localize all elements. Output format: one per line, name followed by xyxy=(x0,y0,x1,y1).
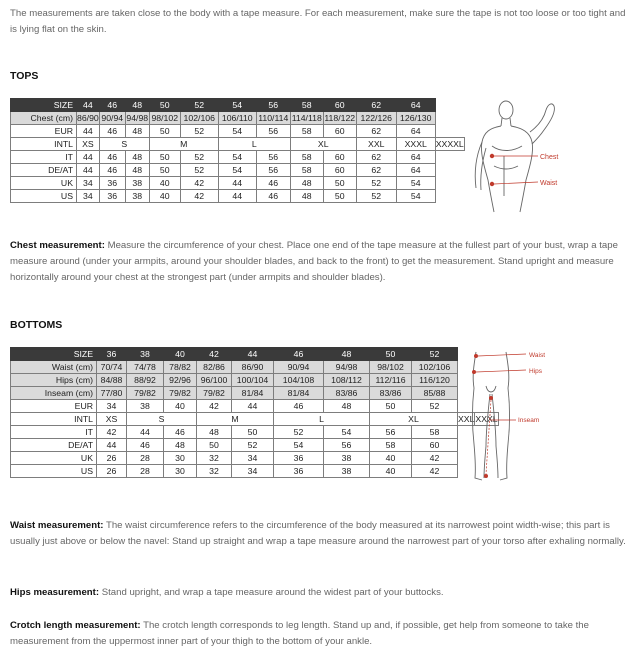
table-cell: 64 xyxy=(396,125,435,138)
table-cell: 42 xyxy=(97,426,127,439)
table-cell: 52 xyxy=(412,348,458,361)
table-cell: 48 xyxy=(125,99,149,112)
table-cell: M xyxy=(149,138,218,151)
table-cell: 50 xyxy=(149,151,180,164)
table-cell: 48 xyxy=(164,439,197,452)
row-label: Hips (cm) xyxy=(11,374,97,387)
table-cell: 52 xyxy=(356,190,396,203)
table-cell: 36 xyxy=(99,190,125,203)
table-cell: 52 xyxy=(274,426,324,439)
table-cell: 44 xyxy=(77,125,100,138)
table-cell: 46 xyxy=(256,190,290,203)
crotch-measurement-text xyxy=(10,618,626,650)
table-cell: 54 xyxy=(218,99,256,112)
table-cell: 38 xyxy=(324,465,370,478)
table-cell: 30 xyxy=(164,465,197,478)
table-cell: 42 xyxy=(180,177,218,190)
table-cell: 90/94 xyxy=(274,361,324,374)
table-cell: 48 xyxy=(290,190,323,203)
table-row xyxy=(11,190,465,203)
table-cell: 46 xyxy=(99,164,125,177)
chest-label: Chest xyxy=(540,154,559,161)
table-row xyxy=(11,125,465,138)
table-cell: M xyxy=(197,413,274,426)
table-cell: 108/112 xyxy=(324,374,370,387)
row-label: US xyxy=(11,190,77,203)
table-row xyxy=(11,400,499,413)
table-cell: 52 xyxy=(180,99,218,112)
tops-body-figure xyxy=(464,96,632,214)
chest-measurement-text xyxy=(10,238,626,286)
table-cell: 36 xyxy=(274,465,324,478)
table-cell: 96/100 xyxy=(197,374,232,387)
bottoms-waist-label: Waist xyxy=(529,352,546,359)
table-cell: 38 xyxy=(127,348,164,361)
table-cell: 64 xyxy=(396,151,435,164)
table-cell: 85/88 xyxy=(412,387,458,400)
table-cell: 70/74 xyxy=(97,361,127,374)
table-cell: 44 xyxy=(97,439,127,452)
table-cell: 94/98 xyxy=(126,113,149,123)
table-cell: 60 xyxy=(323,99,356,112)
table-cell: 52 xyxy=(356,177,396,190)
row-label: UK xyxy=(11,452,97,465)
hips-label: Hips xyxy=(529,368,543,375)
hips-measurement-body: Stand upright, and wrap a tape measure around the widest part of your buttocks. xyxy=(101,587,444,598)
chest-measurement-body: Measure the circumference of your chest. Place one end of the tape measure at the fullest part of your bust, wrap a tape measure around (under your armpits, around your shoulder blades, and back to the front) to get the measurement. Stand upright and measure horizontally around your chest at the strongest part (under armpits and shoulder blades). xyxy=(10,240,618,283)
row-label: INTL xyxy=(11,138,77,151)
table-cell: 44 xyxy=(77,151,100,164)
table-row xyxy=(11,164,465,177)
table-cell: 62 xyxy=(356,99,396,112)
table-cell: 83/86 xyxy=(324,387,370,400)
table-cell: 112/116 xyxy=(370,374,412,387)
table-cell: 50 xyxy=(370,400,412,413)
tops-heading: TOPS xyxy=(10,70,39,82)
table-cell: 52 xyxy=(180,125,218,138)
row-label: DE/AT xyxy=(11,439,97,452)
table-cell: 114/118 xyxy=(291,113,322,123)
table-cell: XXXL xyxy=(475,414,498,424)
table-cell: 34 xyxy=(232,465,274,478)
table-row xyxy=(11,439,499,452)
row-label: SIZE xyxy=(11,348,97,361)
table-cell: 102/106 xyxy=(180,112,218,125)
table-cell: 46 xyxy=(99,99,125,112)
table-cell: 86/90 xyxy=(77,113,99,123)
table-cell: 58 xyxy=(412,426,458,439)
table-cell: 52 xyxy=(232,439,274,452)
bottoms-size-table xyxy=(10,347,499,478)
table-cell: 54 xyxy=(396,177,435,190)
table-cell: 42 xyxy=(197,348,232,361)
table-cell: 50 xyxy=(149,164,180,177)
table-cell: 56 xyxy=(256,99,290,112)
table-cell: 60 xyxy=(323,164,356,177)
table-cell: 78/82 xyxy=(164,361,197,374)
table-cell: 81/84 xyxy=(232,387,274,400)
table-cell: 46 xyxy=(99,151,125,164)
table-row xyxy=(11,99,465,112)
table-cell: XL xyxy=(290,138,356,151)
table-cell: 34 xyxy=(232,452,274,465)
table-cell: 28 xyxy=(127,465,164,478)
table-cell: 44 xyxy=(77,99,100,112)
table-cell: 106/110 xyxy=(218,112,256,125)
table-cell: XXL xyxy=(458,414,475,424)
table-cell: 98/102 xyxy=(149,112,180,125)
table-cell: 58 xyxy=(370,439,412,452)
table-cell: XXXXL xyxy=(435,139,464,149)
table-cell: 62 xyxy=(356,125,396,138)
table-cell: 54 xyxy=(218,125,256,138)
table-cell: 90/94 xyxy=(99,112,125,125)
table-cell: 62 xyxy=(356,164,396,177)
table-cell: XS xyxy=(97,413,127,426)
table-cell: 48 xyxy=(125,164,149,177)
table-cell: 46 xyxy=(274,348,324,361)
table-row xyxy=(11,465,499,478)
table-cell: 82/86 xyxy=(197,361,232,374)
table-cell: 50 xyxy=(323,177,356,190)
table-cell: 79/82 xyxy=(127,387,164,400)
table-cell: 92/96 xyxy=(164,374,197,387)
intro-text: The measurements are taken close to the body with a tape measure. For each measurement, make sure the tape is not too loose or too tight and is lying flat on the skin. xyxy=(10,8,626,35)
table-cell: 102/106 xyxy=(412,361,458,374)
table-row xyxy=(11,452,499,465)
table-cell: 38 xyxy=(127,400,164,413)
table-cell: 44 xyxy=(127,426,164,439)
table-cell: 58 xyxy=(290,99,323,112)
table-cell: 34 xyxy=(97,400,127,413)
table-cell: 50 xyxy=(323,190,356,203)
table-cell: 64 xyxy=(396,164,435,177)
table-cell: 48 xyxy=(290,177,323,190)
table-cell: 38 xyxy=(125,177,149,190)
table-cell: 46 xyxy=(127,439,164,452)
table-cell: 48 xyxy=(197,426,232,439)
table-cell: 54 xyxy=(274,439,324,452)
table-cell: 48 xyxy=(324,400,370,413)
table-cell: 30 xyxy=(164,452,197,465)
table-row xyxy=(11,138,465,151)
table-cell: 110/114 xyxy=(258,113,289,123)
table-cell: 26 xyxy=(97,465,127,478)
hips-measurement-title: Hips measurement: xyxy=(10,587,100,598)
row-label: SIZE xyxy=(11,99,77,112)
table-cell: 56 xyxy=(370,426,412,439)
table-cell: 100/104 xyxy=(232,374,274,387)
table-cell: 44 xyxy=(218,190,256,203)
row-label: IT xyxy=(11,426,97,439)
table-cell: 50 xyxy=(149,125,180,138)
table-cell: 50 xyxy=(149,99,180,112)
table-cell: 32 xyxy=(197,452,232,465)
table-cell: 79/82 xyxy=(197,387,232,400)
table-cell: 46 xyxy=(164,426,197,439)
table-cell: 44 xyxy=(232,348,274,361)
table-cell: 60 xyxy=(412,439,458,452)
table-cell: 79/82 xyxy=(164,387,197,400)
row-label: UK xyxy=(11,177,77,190)
table-cell: 81/84 xyxy=(274,387,324,400)
table-cell: 38 xyxy=(324,452,370,465)
table-row xyxy=(11,374,499,387)
table-cell: 46 xyxy=(99,125,125,138)
table-cell: 54 xyxy=(396,190,435,203)
table-cell: 44 xyxy=(218,177,256,190)
table-cell: 50 xyxy=(197,439,232,452)
table-cell: 84/88 xyxy=(97,374,127,387)
table-cell: 58 xyxy=(290,164,323,177)
table-cell: 64 xyxy=(396,99,435,112)
table-cell: 42 xyxy=(412,465,458,478)
table-row xyxy=(11,426,499,439)
table-cell: 60 xyxy=(323,125,356,138)
table-cell: 36 xyxy=(97,348,127,361)
row-label: Chest (cm) xyxy=(11,112,77,125)
waist-measurement-title: Waist measurement: xyxy=(10,520,104,531)
table-cell: 50 xyxy=(370,348,412,361)
row-label: EUR xyxy=(11,125,77,138)
table-cell: 62 xyxy=(356,151,396,164)
table-cell: 88/92 xyxy=(127,374,164,387)
table-cell: 42 xyxy=(180,190,218,203)
table-cell: 44 xyxy=(77,164,100,177)
table-cell: 74/78 xyxy=(127,361,164,374)
table-cell: 86/90 xyxy=(232,361,274,374)
table-cell: 28 xyxy=(127,452,164,465)
row-label: DE/AT xyxy=(11,164,77,177)
table-cell: 52 xyxy=(180,164,218,177)
table-cell: 40 xyxy=(164,400,197,413)
table-cell: XS xyxy=(77,138,100,151)
table-cell: 116/120 xyxy=(412,374,458,387)
table-cell: 52 xyxy=(180,151,218,164)
table-cell: 126/130 xyxy=(396,112,435,125)
table-cell: 83/86 xyxy=(370,387,412,400)
table-cell: 104/108 xyxy=(274,374,324,387)
table-cell: 54 xyxy=(324,426,370,439)
row-label: EUR xyxy=(11,400,97,413)
table-cell: 42 xyxy=(197,400,232,413)
waist-label: Waist xyxy=(540,180,558,187)
row-label: Waist (cm) xyxy=(11,361,97,374)
waist-measurement-body: The waist circumference refers to the circumference of the body measured at its narrowest point width-wise; this part is usually just above or below the navel: Stand up straight and wrap a tape measure around the narrowest part of your torso after exhaling normally. xyxy=(10,520,626,547)
table-cell: 50 xyxy=(232,426,274,439)
table-row xyxy=(11,348,499,361)
legs-figure-icon xyxy=(460,346,632,486)
tops-size-table xyxy=(10,98,465,203)
table-cell: S xyxy=(127,413,197,426)
table-cell: 98/102 xyxy=(370,361,412,374)
table-cell: 40 xyxy=(370,465,412,478)
table-cell: 26 xyxy=(97,452,127,465)
table-cell: 56 xyxy=(256,151,290,164)
table-cell: L xyxy=(274,413,370,426)
table-cell: XL xyxy=(370,413,458,426)
table-cell: 34 xyxy=(77,177,100,190)
table-cell: 36 xyxy=(99,177,125,190)
table-cell: S xyxy=(99,138,149,151)
row-label: US xyxy=(11,465,97,478)
waist-measurement-text xyxy=(10,518,626,550)
table-cell: 58 xyxy=(290,151,323,164)
table-cell: 60 xyxy=(323,151,356,164)
torso-figure-icon xyxy=(464,96,632,214)
table-cell: 42 xyxy=(412,452,458,465)
table-cell: 40 xyxy=(164,348,197,361)
table-cell: 40 xyxy=(149,177,180,190)
table-cell: 46 xyxy=(256,177,290,190)
row-label: Inseam (cm) xyxy=(11,387,97,400)
table-cell: 40 xyxy=(149,190,180,203)
crotch-measurement-title: Crotch length measurement: xyxy=(10,620,141,631)
table-cell: 58 xyxy=(290,125,323,138)
table-cell: 48 xyxy=(125,151,149,164)
table-row xyxy=(11,112,465,125)
table-cell: 56 xyxy=(324,439,370,452)
table-cell: 46 xyxy=(274,400,324,413)
table-row xyxy=(11,361,499,374)
bottoms-heading: BOTTOMS xyxy=(10,319,63,331)
table-row xyxy=(11,387,499,400)
table-cell: 77/80 xyxy=(97,387,127,400)
table-row xyxy=(11,151,465,164)
chest-measurement-title: Chest measurement: xyxy=(10,240,105,251)
table-cell: 40 xyxy=(370,452,412,465)
table-cell: 122/126 xyxy=(356,112,396,125)
table-cell: 38 xyxy=(125,190,149,203)
table-cell: 48 xyxy=(125,125,149,138)
table-cell: 94/98 xyxy=(324,361,370,374)
hips-measurement-text xyxy=(10,585,626,601)
table-cell: 36 xyxy=(274,452,324,465)
table-cell: L xyxy=(218,138,290,151)
table-cell: 56 xyxy=(256,164,290,177)
table-cell: 118/122 xyxy=(324,113,356,123)
table-cell: 48 xyxy=(324,348,370,361)
table-row xyxy=(11,413,499,426)
table-cell: 32 xyxy=(197,465,232,478)
table-cell: 54 xyxy=(218,164,256,177)
table-cell: XXL xyxy=(356,138,396,151)
crotch-measurement-body: The crotch length corresponds to leg length. Stand up and, if possible, get help from someone to take the measurement from the uppermost inner part of your thigh to the bottom of your ankle. xyxy=(10,620,589,647)
row-label: INTL xyxy=(11,413,97,426)
inseam-label: Inseam xyxy=(518,417,540,424)
table-cell: 34 xyxy=(77,190,100,203)
table-cell: XXXL xyxy=(396,138,435,151)
bottoms-body-figure xyxy=(460,346,632,486)
table-cell: 54 xyxy=(218,151,256,164)
table-cell: 52 xyxy=(412,400,458,413)
table-row xyxy=(11,177,465,190)
row-label: IT xyxy=(11,151,77,164)
table-cell: 56 xyxy=(256,125,290,138)
table-cell: 44 xyxy=(232,400,274,413)
